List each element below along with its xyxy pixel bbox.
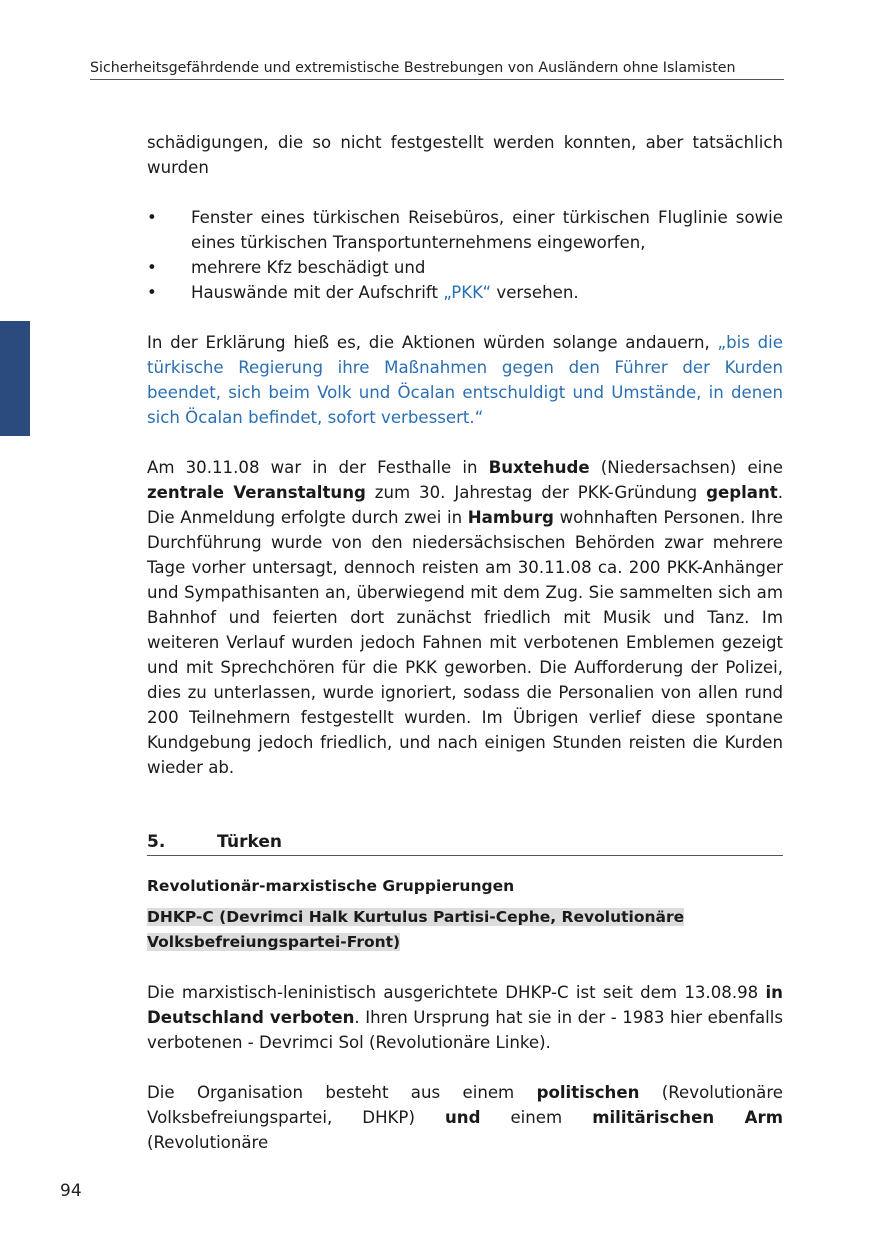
section-number: 5. [147,832,166,852]
organization-heading-text: DHKP-C (Devrimci Halk Kurtulus Partisi-Cephe, Revolutionäre Volksbefreiungspartei-Front) [147,908,685,951]
intro-paragraph: schädigungen, die so nicht festgestellt werden konnten, aber tatsächlich wurden [147,133,783,177]
text-run: wohnhaften Personen. Ihre Durchführung wurde von den niedersächsischen Behörden zwar mehrere Tage vorher untersagt, dennoch reisten am 30.11.08 ca. 200 PKK-Anhänger und Sympathisanten an, überwiegend mit dem Zug. Sie sammelten sich am Bahnhof und feierten dort zunächst friedlich mit Musik und Tanz. Im weiteren Verlauf wurden jedoch Fahnen mit verbotenen Emblemen gezeigt und mit Sprechchören für die PKK geworben. Die Aufforderung der Polizei, dies zu unterlassen, wurde ignoriert, sodass die Personalien von allen rund 200 Teilnehmern festgestellt wurden. Im Übrigen verlief diese spontane Kundgebung jedoch friedlich, und nach einigen Stunden reisten die Kurden wieder ab. [147,508,783,777]
section-heading [147,830,783,856]
bold-text: Hamburg [467,508,554,527]
list-item-text: versehen. [491,283,579,302]
chapter-tab-marker [0,321,30,436]
text-run: einem [480,1108,593,1127]
bullet-marker: • [147,283,157,302]
list-item-text: Hauswände mit der Aufschrift [191,283,444,302]
text-run: Die Organisation besteht aus einem [147,1083,537,1102]
text-run: . Ihren Ursprung hat sie in der - 1983 hier ebenfalls verbotenen - Devrimci Sol (Revolutionäre Linke). [147,1008,783,1052]
organization-paragraph [147,1080,783,1155]
event-paragraph [147,455,783,780]
bullet-list [147,205,783,305]
bold-text: und [444,1108,481,1127]
subheading: Revolutionär-marxistische Gruppierungen [147,877,515,895]
running-header: Sicherheitsgefährdende und extremistische Bestrebungen von Ausländern ohne Islamisten [90,60,784,80]
bullet-marker: • [147,208,157,227]
text-run: zum 30. Jahrestag der PKK-Gründung [365,483,707,502]
statement-lead: In der Erklärung hieß es, die Aktionen würden solange andauern, [147,333,718,352]
bold-text: politischen [536,1083,640,1102]
bold-text: Buxtehude [488,458,590,477]
section-title: Türken [217,832,282,852]
list-item [147,255,783,280]
bold-text: geplant [706,483,778,502]
bold-text: in Deutschland verboten [147,983,783,1027]
bold-text: zentrale Veranstaltung [147,483,366,502]
bold-text: militärischen Arm [592,1108,783,1127]
text-run: . Die Anmeldung erfolgte durch zwei in [147,483,784,527]
quoted-text: „PKK“ [443,283,492,302]
bullet-marker: • [147,258,157,277]
text-run: (Niedersachsen) eine [589,458,783,477]
text-run: Die marxistisch-leninistisch ausgerichtete DHKP-C ist seit dem 13.08.98 [147,983,766,1002]
statement-paragraph [147,330,783,430]
list-item-text: mehrere Kfz beschädigt und [191,258,426,277]
dhkpc-paragraph [147,980,783,1055]
organization-heading [147,905,783,955]
text-run: (Revolutionäre Volksbefreiungspartei, DHKP) [147,1083,783,1127]
list-item-text: Fenster eines türkischen Reisebüros, einer türkischen Fluglinie sowie eines türkischen Transportunternehmens eingeworfen, [191,208,783,252]
page-content [147,130,783,1155]
page-number: 94 [60,1181,82,1201]
statement-quote: „bis die türkische Regierung ihre Maßnahmen gegen den Führer der Kurden beendet, sich beim Volk und Öcalan entschuldigt und Umstände, in denen sich Öcalan befindet, sofort verbessert.“ [147,333,783,427]
list-item [147,280,783,305]
text-run: Am 30.11.08 war in der Festhalle in [147,458,489,477]
list-item [147,205,783,255]
text-run: (Revolutionäre [147,1133,269,1152]
